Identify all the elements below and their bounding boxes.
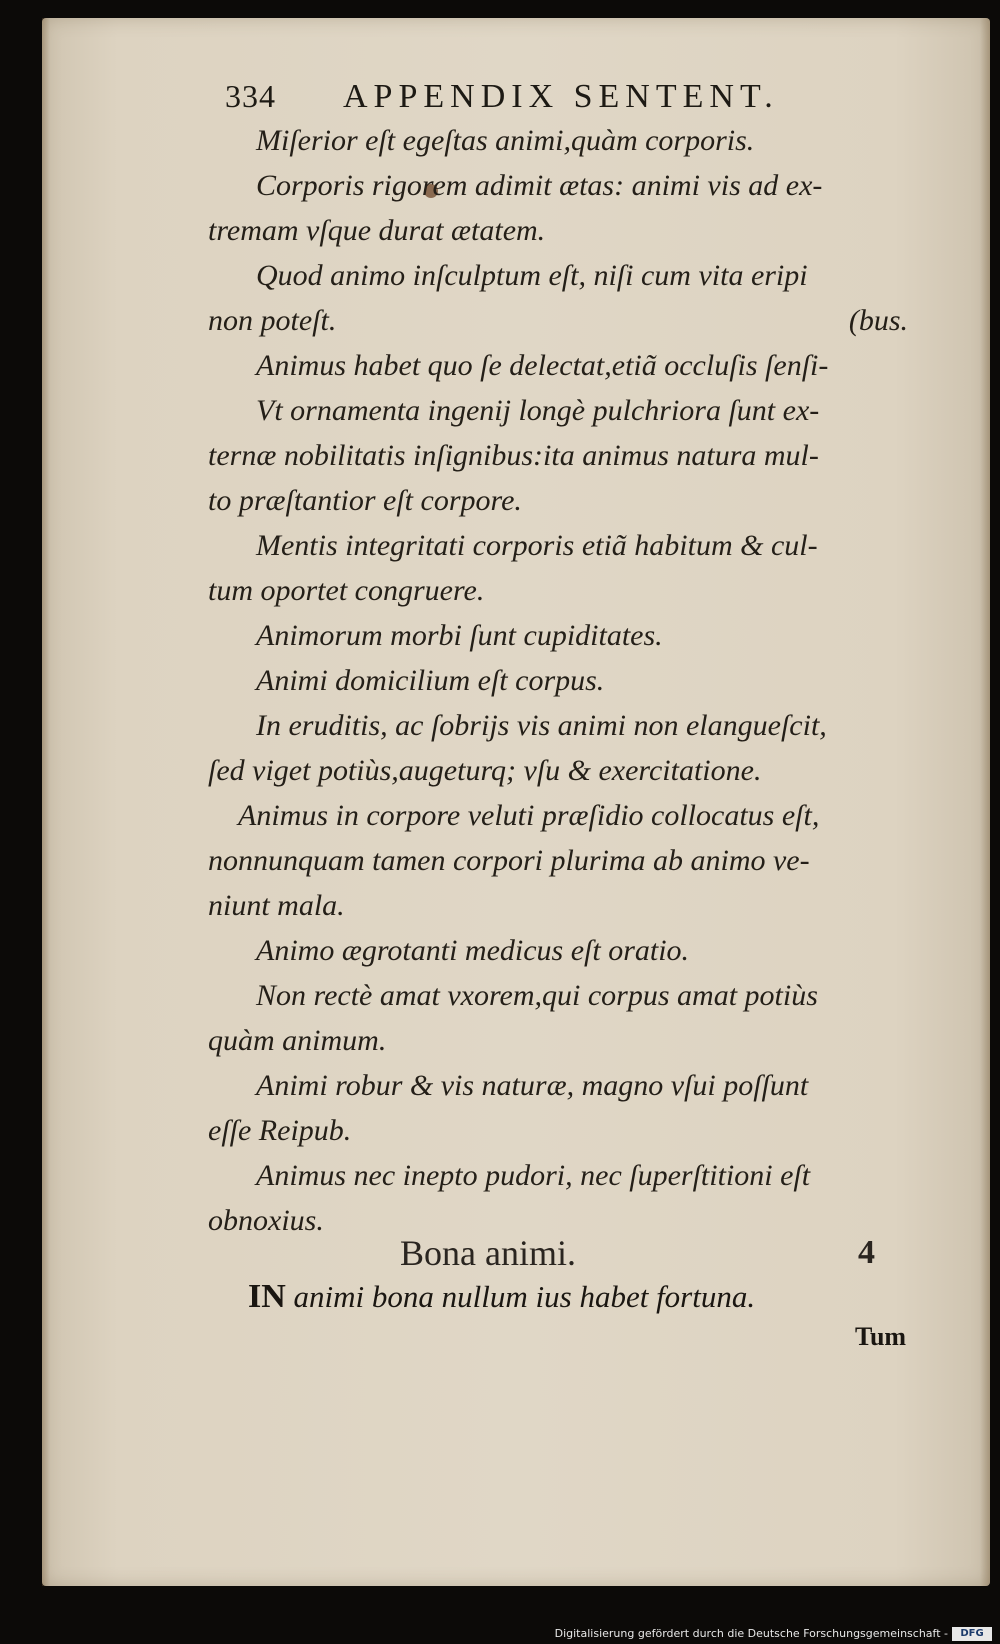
text-line: Corporis rigorem adimit ætas: animi vis ad ex-	[256, 169, 823, 202]
text-line: ternæ nobilitatis inſignibus:ita animus natura mul-	[208, 439, 819, 472]
digitization-credit: Digitalisierung gefördert durch die Deutsche Forschungsgemeinschaft -	[554, 1627, 948, 1640]
page-left-edge	[42, 18, 50, 1586]
page-header	[225, 60, 905, 120]
text-line-fragment: non poteſt.	[208, 304, 337, 337]
section-heading	[400, 1232, 910, 1282]
page-number: 334	[225, 78, 276, 114]
section-number: 4	[858, 1234, 875, 1271]
text-line	[208, 298, 918, 343]
text-line: obnoxius.	[208, 1204, 324, 1237]
initial-letters: IN	[248, 1278, 286, 1315]
text-line: Vt ornamenta ingenij longè pulchriora ſunt ex-	[256, 394, 820, 427]
section-title: Bona animi.	[400, 1233, 576, 1273]
text-line: Quod animo inſculptum eſt, niſi cum vita eripi	[256, 259, 808, 292]
section-first-line	[248, 1278, 908, 1316]
text-line: In eruditis, ac ſobrijs vis animi non elangueſcit,	[256, 709, 827, 742]
body-text	[208, 118, 918, 1243]
running-head: APPENDIX SENTENT.	[343, 78, 779, 115]
text-line: tremam vſque durat ætatem.	[208, 214, 546, 247]
page-spine-edge	[980, 18, 990, 1586]
text-line: quàm animum.	[208, 1024, 387, 1057]
text-line: Miſerior eſt egeſtas animi,quàm corporis.	[256, 124, 755, 157]
text-line: eſſe Reipub.	[208, 1114, 352, 1147]
text-line: Animi domicilium eſt corpus.	[256, 664, 605, 697]
text-line: niunt mala.	[208, 889, 345, 922]
text-line: Animo ægrotanti medicus eſt oratio.	[256, 934, 690, 967]
text-line: tum oportet congruere.	[208, 574, 485, 607]
dfg-logo: DFG	[952, 1627, 992, 1641]
text-line: Non rectè amat vxorem,qui corpus amat potiùs	[256, 979, 818, 1012]
text-line: Animorum morbi ſunt cupiditates.	[256, 619, 663, 652]
text-line: Animus in corpore veluti præſidio collocatus eſt,	[238, 799, 820, 832]
catchword: Tum	[855, 1322, 907, 1351]
text-line: Animus habet quo ſe delectat,etiã occluſis ſenſi-	[256, 349, 829, 382]
text-line: ſed viget potiùs,augeturq; vſu & exercitatione.	[208, 754, 762, 787]
text-line-fragment: (bus.	[848, 304, 908, 337]
text-line: Mentis integritati corporis etiã habitum & cul-	[256, 529, 818, 562]
first-line-text: animi bona nullum ius habet fortuna.	[285, 1279, 756, 1314]
text-line: Animi robur & vis naturæ, magno vſui poſſunt	[256, 1069, 809, 1102]
text-line: to præſtantior eſt corpore.	[208, 484, 522, 517]
text-line: Animus nec inepto pudori, nec ſuperſtitioni eſt	[256, 1159, 811, 1192]
text-line: nonnunquam tamen corpori plurima ab animo ve-	[208, 844, 810, 877]
